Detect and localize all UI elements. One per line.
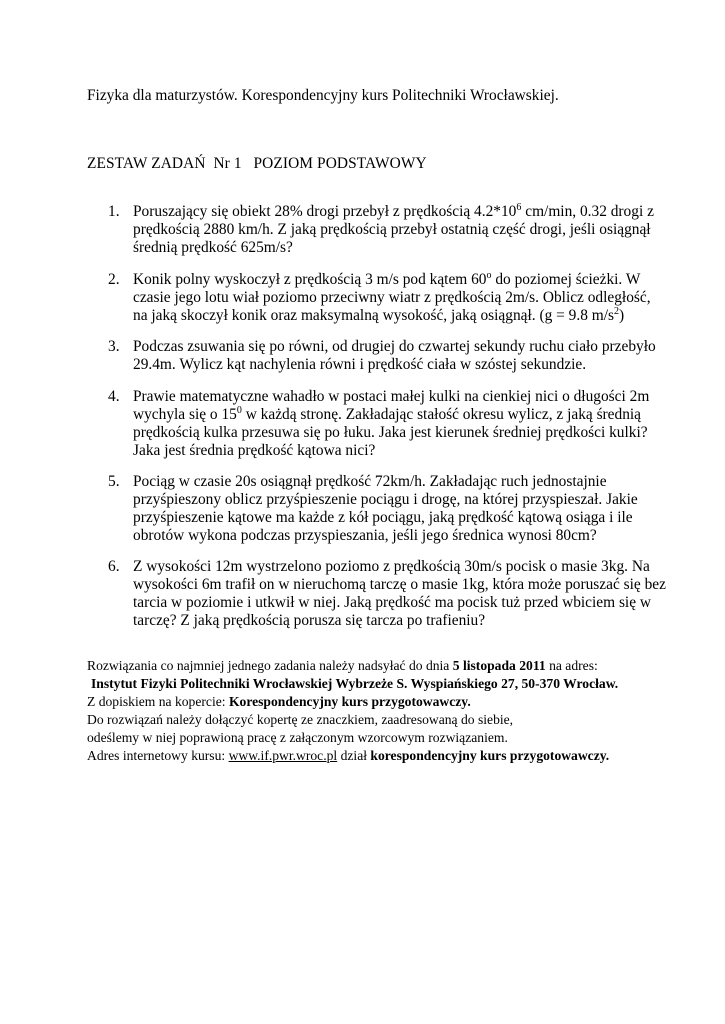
task-line: przyśpieszenie kątowe ma każde z kół pociągu, jaką prędkość kątową osiąga i ile	[133, 509, 633, 526]
text-run: Z dopiskiem na kopercie:	[87, 694, 229, 709]
text-run: w każdą stronę. Zakładając stałość okresu wylicz, z jaką średnią	[241, 406, 642, 423]
task-line: prędkością kulka przesuwa się po łuku. Jaka jest kierunek średniej prędkości kulki?	[133, 424, 648, 441]
task-line: obrotów wykona podczas przyspieszania, jeśli jego średnica wynosi 80cm?	[133, 527, 597, 544]
deadline-date: 5 listopada 2011	[452, 658, 546, 673]
submission-info	[87, 657, 647, 765]
task-text	[133, 270, 651, 325]
task-line	[133, 406, 648, 424]
text-run: na jaką skoczył konik oraz maksymalną wysokość, jaką osiągnął. (g = 9.8 m/s	[133, 307, 614, 324]
task-text	[133, 202, 654, 257]
task-number: 6.	[108, 558, 120, 575]
superscript: 0	[236, 405, 242, 416]
superscript: 6	[516, 202, 522, 213]
text-run: )	[618, 307, 625, 324]
text-run: wychyla się o 15	[133, 406, 237, 423]
task-number: 5.	[108, 473, 120, 490]
problem-set-title: ZESTAW ZADAŃ Nr 1 POZIOM PODSTAWOWY	[87, 155, 427, 172]
task-line: prędkością 2880 km/h. Z jaką prędkością przebył ostatnią część drogi, jeśli osiągnął	[133, 221, 651, 238]
task-line: Prawie matematyczne wahadło w postaci małej kulki na cienkiej nici o długości 2m	[133, 388, 650, 405]
envelope-label: Korespondencyjny kurs przygotowawczy.	[228, 694, 471, 709]
text-run: dział	[337, 748, 371, 763]
footer-line: Do rozwiązań należy dołączyć kopertę ze znaczkiem, zaadresowaną do siebie,	[87, 712, 514, 727]
section-name: korespondencyjny kurs przygotowawczy.	[370, 748, 610, 763]
superscript: 2	[613, 306, 619, 317]
task-line: Pociąg w czasie 20s osiągnął prędkość 72km/h. Zakładając ruch jednostajnie	[133, 473, 607, 490]
task-line: Z wysokości 12m wystrzelono poziomo z prędkością 30m/s pocisk o masie 3kg. Na	[133, 558, 650, 575]
task-text	[133, 338, 656, 374]
envelope-note-line	[87, 693, 647, 711]
website-line	[87, 747, 647, 765]
text-run: cm/min, 0.32 drogi z	[521, 203, 654, 220]
task-text	[133, 388, 648, 460]
task-line: 29.4m. Wylicz kąt nachylenia równi i prędkość ciała w szóstej sekundzie.	[133, 356, 587, 373]
text-run: Rozwiązania co najmniej jednego zadania należy nadsyłać do dnia	[87, 658, 453, 673]
task-number: 1.	[108, 203, 120, 220]
task-line: Podczas zsuwania się po równi, od drugiej do czwartej sekundy ruchu ciało przebyło	[133, 338, 656, 355]
text-run: Adres internetowy kursu:	[87, 748, 229, 763]
address-text: Instytut Fizyki Politechniki Wrocławskiej Wybrzeże S. Wyspiańskiego 27, 50-370 Wrocław.	[91, 676, 619, 691]
task-line: tarczę? Z jaką prędkością porusza się tarcza po trafieniu?	[133, 612, 486, 629]
task-text	[133, 473, 648, 545]
text-run: Konik polny wyskoczył z prędkością 3 m/s pod kątem 60	[133, 271, 487, 288]
text-run: Poruszający się obiekt 28% drogi przebył z prędkością 4.2*10	[133, 203, 517, 220]
task-line	[133, 271, 648, 289]
course-header: Fizyka dla maturzystów. Korespondencyjny kurs Politechniki Wrocławskiej.	[87, 87, 559, 104]
task-line: wysokości 6m trafił on w nieruchomą tarczę o masie 1kg, która może poruszać się bez	[133, 576, 666, 593]
task-line: czasie jego lotu wiał poziomo przeciwny wiatr z prędkością 2m/s. Oblicz odległość,	[133, 289, 651, 306]
address-line	[87, 675, 647, 693]
task-line: tarcia w poziomie i utkwił w niej. Jaką prędkość ma pocisk tuż przed wbiciem się w	[133, 594, 651, 611]
task-line: średnią prędkość 625m/s?	[133, 239, 293, 256]
website-link[interactable]: www.if.pwr.wroc.pl	[228, 748, 338, 763]
footer-line: odeślemy w niej poprawioną pracę z załączonym wzorcowym rozwiązaniem.	[87, 730, 508, 745]
task-number: 3.	[108, 338, 120, 355]
task-number: 4.	[108, 388, 120, 405]
task-line	[133, 202, 654, 221]
task-line: przyśpieszony oblicz przyśpieszenie pociągu i drogę, na której przyspieszał. Jakie	[133, 491, 638, 508]
task-number: 2.	[108, 271, 120, 288]
task-line	[133, 307, 648, 325]
text-run: na adres:	[545, 658, 598, 673]
superscript: o	[486, 270, 492, 281]
task-line: Jaka jest średnia prędkość kątowa nici?	[133, 442, 376, 459]
text-run: do poziomej ścieżki. W	[491, 271, 641, 288]
deadline-line	[87, 657, 647, 675]
task-text	[133, 558, 666, 630]
